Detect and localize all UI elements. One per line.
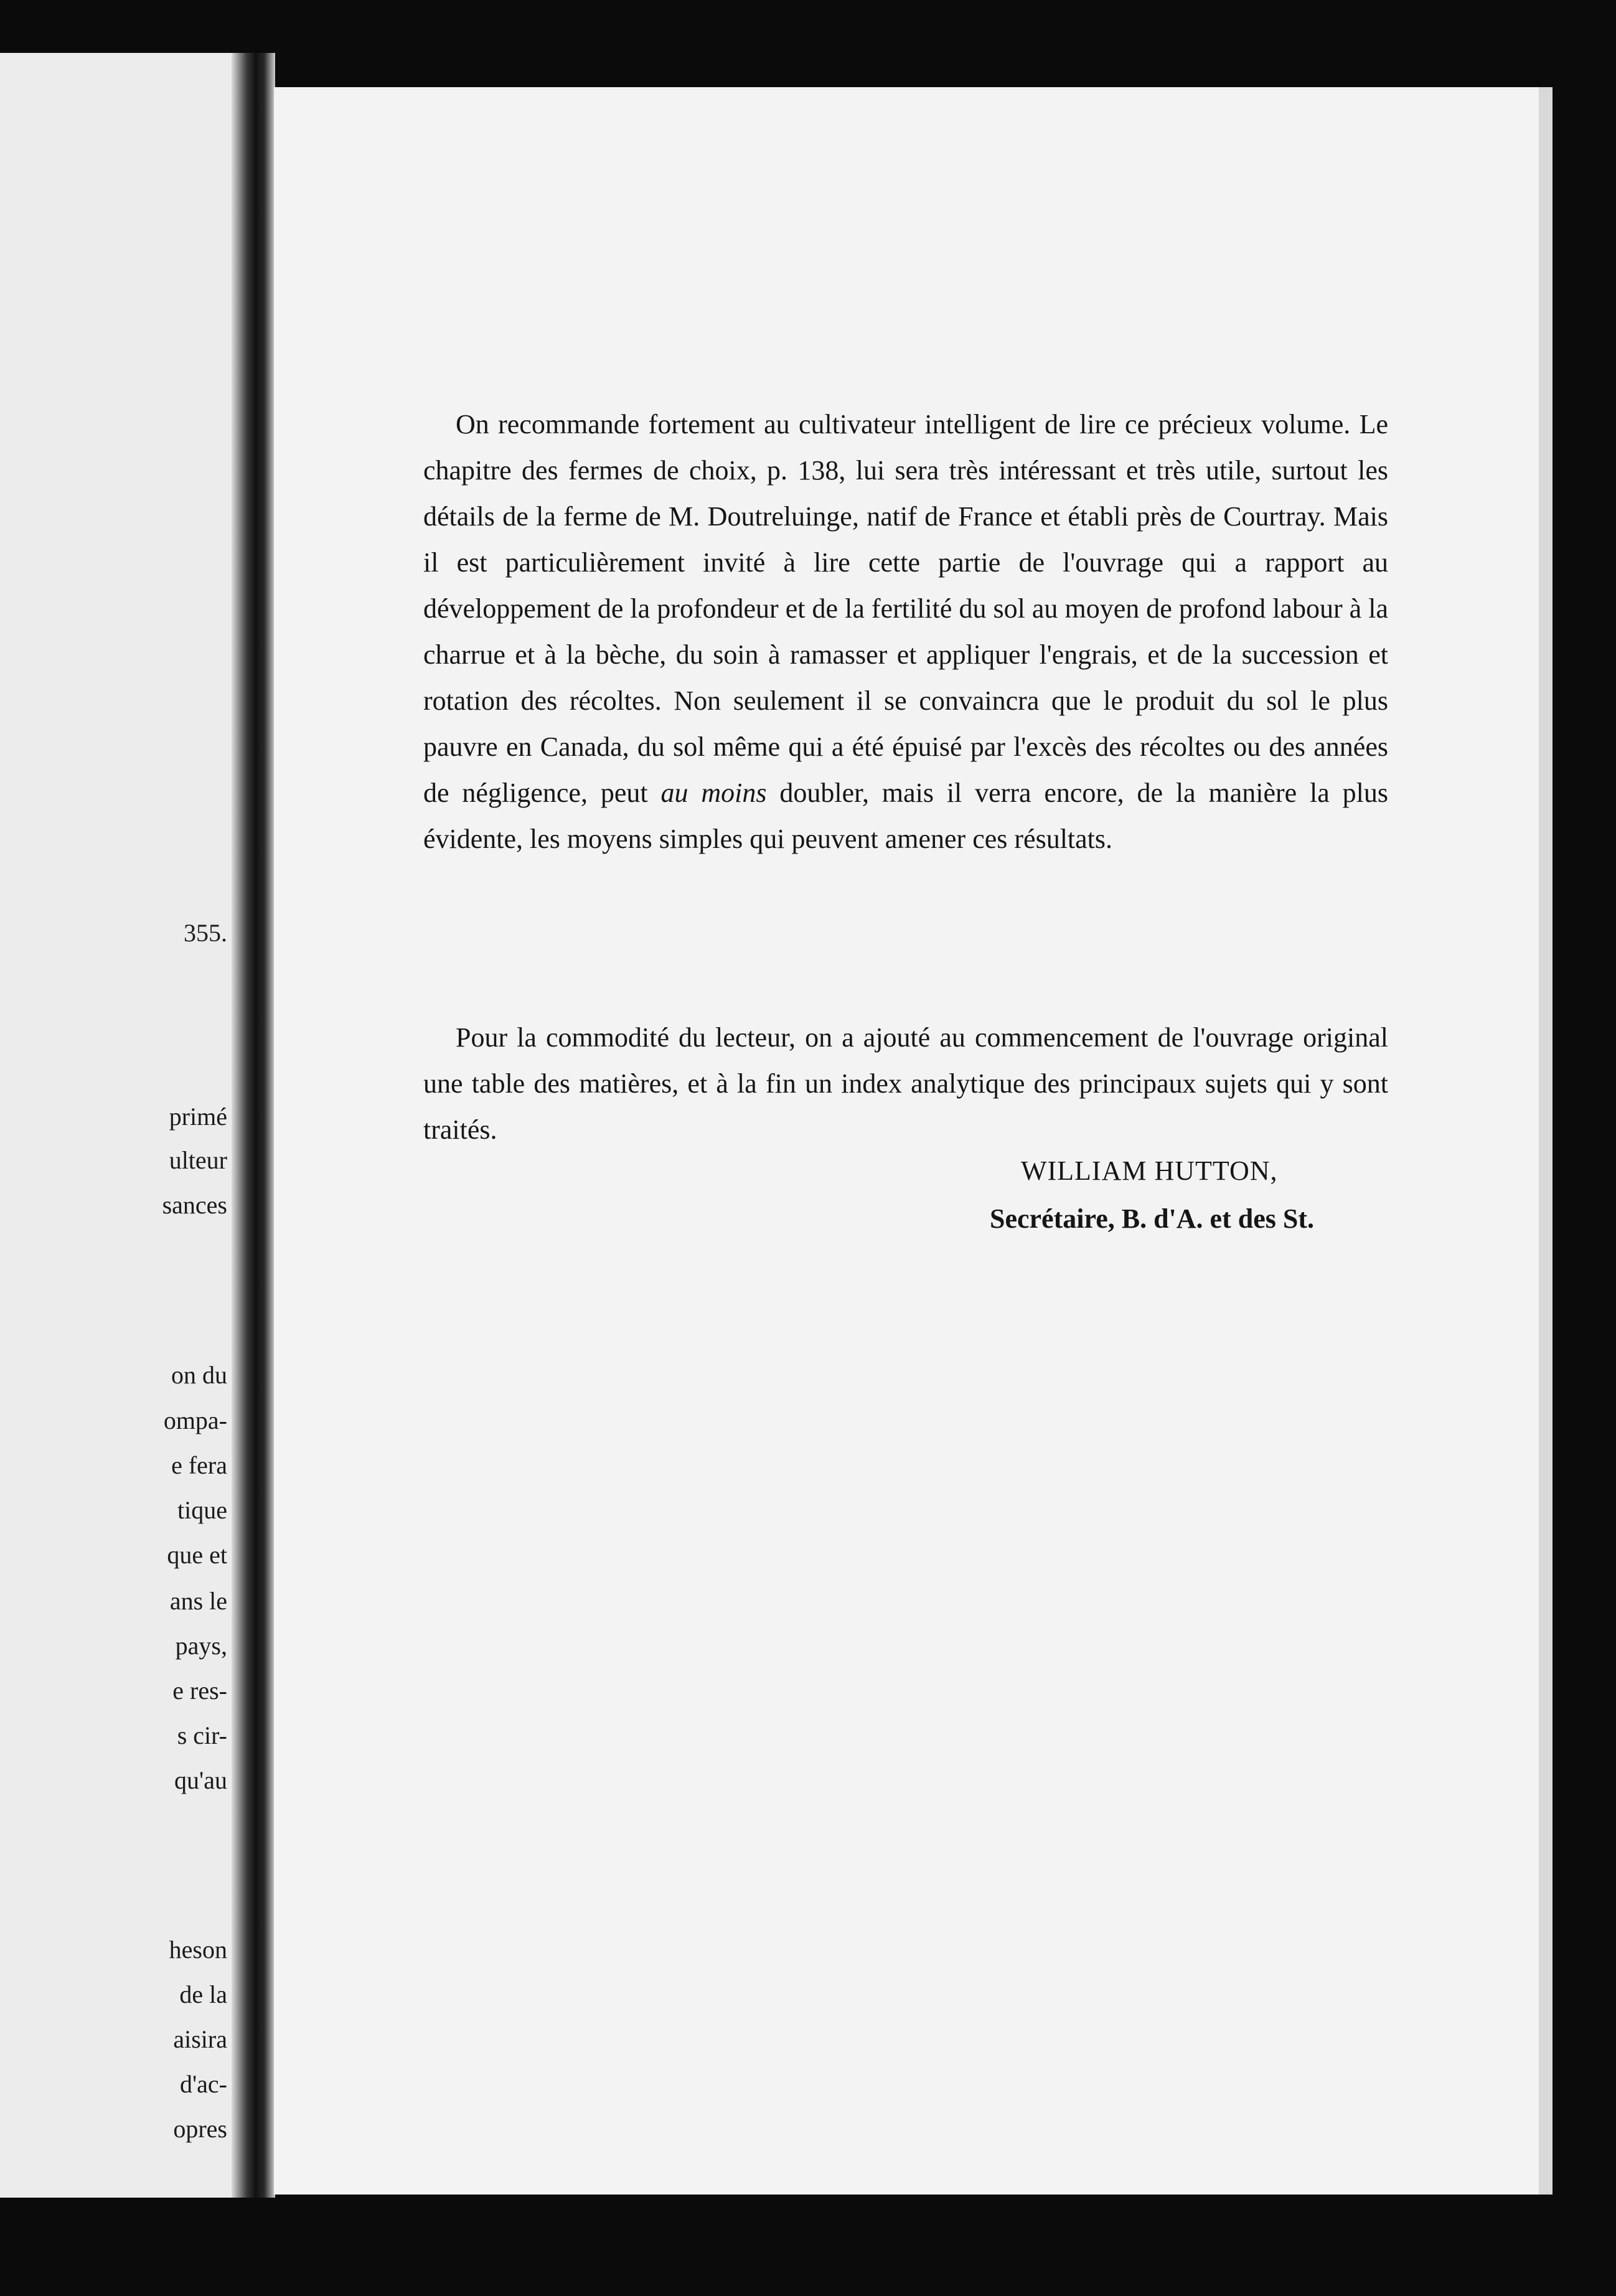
left-page-fragment: heson [169, 1936, 227, 1964]
left-page-fragment: sances [162, 1191, 227, 1219]
left-page-fragment: ompa- [163, 1406, 227, 1434]
left-page-fragment: tique [177, 1496, 227, 1524]
paragraph-recommendation [423, 402, 1388, 862]
left-page-fragment: de la [179, 1980, 227, 2008]
italic-emphasis: au moins [660, 778, 767, 808]
left-page-fragment: opres [173, 2115, 227, 2143]
left-page-fragment: ulteur [169, 1146, 227, 1174]
left-page-fragment: ans le [169, 1587, 227, 1615]
signature-title: Secrétaire, B. d'A. et des St. [990, 1203, 1314, 1234]
signature-name: WILLIAM HUTTON, [1021, 1155, 1278, 1186]
left-page-fragment: que et [167, 1541, 227, 1569]
left-page-fragment: s cir- [177, 1721, 227, 1749]
paragraph-text: On recommande fortement au cultivateur intelligent de lire ce précieux volume. Le chapitre des fermes de choix, p. 138, lui sera très intéressant et très utile, surtout les détails de la ferme de M. Doutreluinge, natif de France et établi près de Courtray. Mais il est particulièrement invité à lire cette partie de l'ouvrage qui a rapport au développement de la profondeur et de la fertilité du sol au moyen de profond labour à la charrue et à la bèche, du soin à ramasser et appliquer l'engrais, et de la succession et rotation des récoltes. Non seulement il se convaincra que le produit du sol le plus pauvre en Canada, du sol même qui a été épuisé par l'excès des récoltes ou des années de négligence, peut [423, 409, 1388, 808]
left-page-fragment: aisira [173, 2025, 227, 2053]
left-page-fragment: e fera [171, 1451, 227, 1479]
left-page-fragment: e res- [172, 1677, 227, 1705]
paragraph-reader-note [423, 1015, 1388, 1153]
left-page-fragment: primé [169, 1103, 227, 1131]
left-page-fragment: pays, [175, 1632, 227, 1660]
left-page-fragment: qu'au [174, 1766, 227, 1794]
left-page-fragment: on du [171, 1361, 227, 1389]
left-page-fragment: d'ac- [179, 2070, 227, 2098]
left-page-fragment: 355. [184, 919, 227, 947]
book-spine [232, 53, 275, 2198]
page-edge [1539, 87, 1553, 2195]
paragraph-text: doubler, mais il verra encore, de la manière la plus évidente, les moyens simples qui peuvent amener ces résultats. [423, 778, 1389, 854]
paragraph-text: Pour la commodité du lecteur, on a ajouté au commencement de l'ouvrage original une table des matières, et à la fin un index analytique des principaux sujets qui y sont traités. [423, 1022, 1388, 1145]
